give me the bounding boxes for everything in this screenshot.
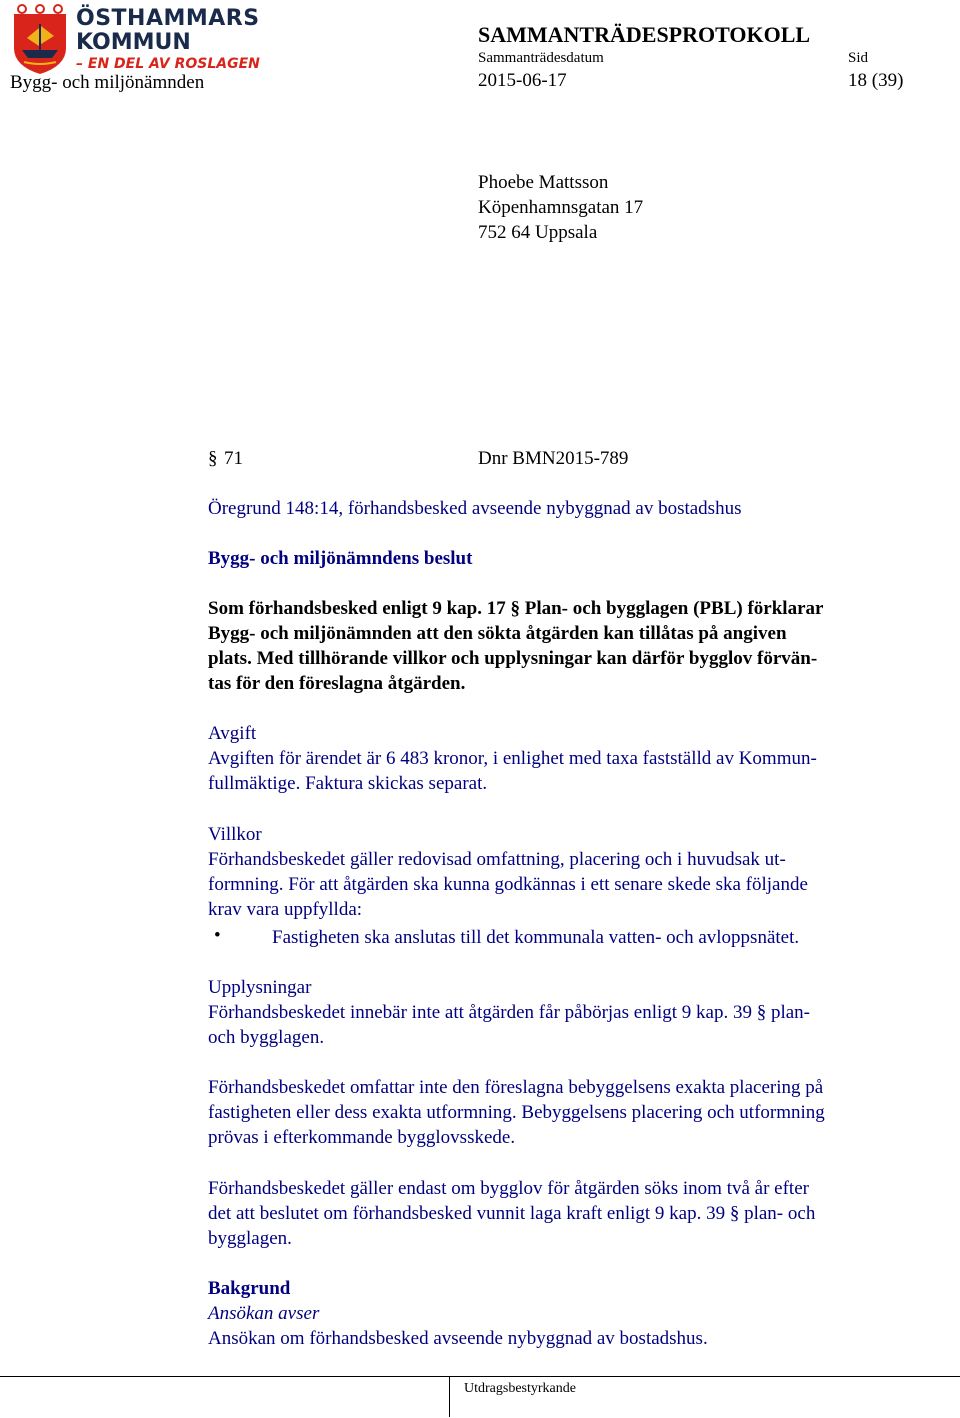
fee-section [208,721,920,796]
information-line: prövas i efterkommande bygglovsskede. [208,1127,516,1148]
case-subject: Öregrund 148:14, förhandsbesked avseende nybyggnad av bostadshus [208,498,742,519]
section-number: 71 [224,448,243,469]
logo-line-2: KOMMUN [76,30,191,55]
recipient-street: Köpenhamnsgatan 17 [478,197,644,218]
fee-line: fullmäktige. Faktura skickas separat. [208,773,488,794]
background-text: Ansökan om förhandsbesked avseende nybyggnad av bostadshus. [208,1328,708,1349]
footer-divider [0,1376,960,1377]
information-line: Förhandsbeskedet gäller endast om bygglov för åtgärden söks inom två år efter [208,1178,809,1199]
meeting-date: 2015-06-17 [478,70,567,91]
information-line: och bygglagen. [208,1027,325,1048]
conditions-section [208,822,920,922]
recipient-name: Phoebe Mattsson [478,172,609,193]
department-name: Bygg- och miljönämnden [10,72,205,93]
information-paragraph-3 [208,1176,920,1251]
decision-heading: Bygg- och miljönämndens beslut [208,548,473,569]
page-label: Sid [848,50,869,66]
decision-line: tas för den föreslagna åtgärden. [208,673,466,694]
information-heading: Upplysningar [208,977,312,998]
information-paragraph-2 [208,1075,920,1150]
information-line: det att beslutet om förhandsbesked vunnit laga kraft enligt 9 kap. 39 § plan- och [208,1203,816,1224]
fee-heading: Avgift [208,723,257,744]
fee-line: Avgiften för ärendet är 6 483 kronor, i enlighet med taxa fastställd av Kommun- [208,748,817,769]
footer-vertical-divider [449,1377,450,1417]
decision-line: Bygg- och miljönämnden att den sökta åtgärden kan tillåtas på angiven [208,623,787,644]
information-line: Förhandsbeskedet omfattar inte den föreslagna bebyggelsens exakta placering på [208,1077,824,1098]
conditions-bullet-text: Fastigheten ska anslutas till det kommunala vatten- och avloppsnätet. [272,927,800,948]
conditions-heading: Villkor [208,824,262,845]
date-label: Sammanträdesdatum [478,50,604,66]
background-section [208,1276,920,1351]
background-subheading: Ansökan avser [208,1303,320,1324]
logo-line-1: ÖSTHAMMARS [76,6,260,31]
footer-label: Utdragsbestyrkande [464,1381,576,1396]
document-title: SAMMANTRÄDESPROTOKOLL [478,22,811,47]
conditions-line: formning. För att åtgärden ska kunna godkännas i ett senare skede ska följande [208,874,808,895]
conditions-line: krav vara uppfyllda: [208,899,363,920]
background-heading: Bakgrund [208,1278,291,1299]
case-dnr: Dnr BMN2015-789 [478,448,629,469]
bullet-dot: • [214,925,221,946]
information-line: Förhandsbeskedet innebär inte att åtgärden får påbörjas enligt 9 kap. 39 § plan- [208,1002,810,1023]
information-line: fastigheten eller dess exakta utformning. Bebyggelsens placering och utformning [208,1102,825,1123]
section-symbol: § [208,448,218,469]
municipality-logo [10,4,260,76]
page-number: 18 (39) [848,70,904,91]
logo-line-3: – EN DEL AV ROSLAGEN [76,56,260,72]
conditions-line: Förhandsbeskedet gäller redovisad omfattning, placering och i huvudsak ut- [208,849,786,870]
information-line: bygglagen. [208,1228,292,1249]
information-section [208,975,920,1050]
decision-text [208,596,920,696]
decision-line: plats. Med tillhörande villkor och upplysningar kan därför bygglov förvän- [208,648,818,669]
decision-line: Som förhandsbesked enligt 9 kap. 17 § Plan- och bygglagen (PBL) förklarar [208,598,824,619]
recipient-postal: 752 64 Uppsala [478,222,598,243]
